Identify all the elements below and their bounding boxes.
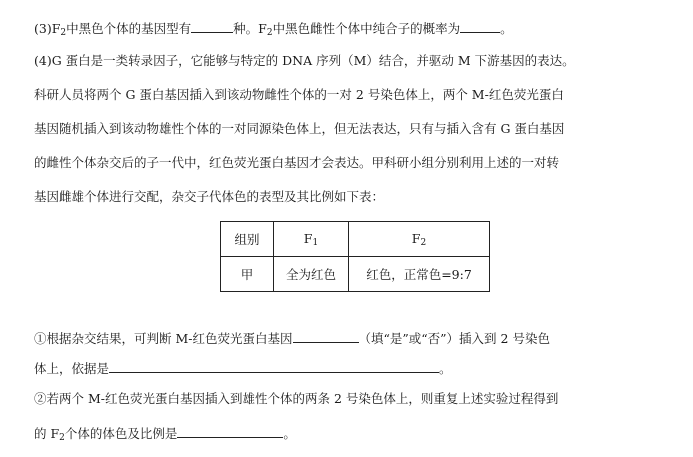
sub2-text-c: 。 [283, 426, 296, 441]
q3-subscript-a: 2 [60, 28, 67, 38]
header-f2 [349, 222, 490, 257]
q3-text-e: 。 [500, 21, 513, 36]
q3-subscript-b: 2 [266, 28, 273, 38]
q3-text-c: 种。F [233, 21, 267, 36]
sub2-text-b: 个体的体色及比例是 [64, 426, 178, 441]
q3-text-d: 中黑色雌性个体中纯合子的概率为 [272, 21, 461, 36]
sub1-text-c: 体上，依据是 [34, 361, 110, 376]
subquestion-2-line-1: ②若两个 M-红色荧光蛋白基因插入到雄性个体的两条 2 号染色体上，则重复上述实验过程得到 [34, 391, 559, 406]
question-4-line-1: (4)G 蛋白是一类转录因子，它能够与特定的 DNA 序列（M）结合，并驱动 M 下游基因的表达。 [34, 53, 575, 68]
subquestion-1-line-1 [34, 328, 550, 348]
header-f1 [274, 222, 349, 257]
result-table [220, 221, 490, 292]
sub1-answer-blank-2[interactable] [109, 358, 439, 373]
q3-answer-blank-2[interactable] [460, 18, 500, 33]
table-row [221, 257, 490, 292]
header-f2-letter: F [411, 230, 421, 246]
question-4-line-4: 的雌性个体杂交后的子一代中，红色荧光蛋白基因才会表达。甲科研小组分别利用上述的一对转 [34, 155, 560, 170]
sub2-text-a: 的 F [34, 426, 60, 441]
header-f2-subscript: 2 [420, 237, 427, 248]
question-3-line [34, 18, 513, 42]
row-f1: 全为红色 [274, 257, 349, 292]
subquestion-1-line-2 [34, 358, 452, 378]
question-4-line-5: 基因雌雄个体进行交配，杂交子代体色的表型及其比例如下表： [34, 189, 385, 204]
q3-text-b: 中黑色个体的基因型有 [66, 21, 192, 36]
q3-text-a: (3)F [34, 21, 61, 36]
sub1-answer-blank-1[interactable] [293, 328, 359, 343]
question-4-line-3: 基因随机插入到该动物雄性个体的一对同源染色体上，但无法表达，只有与插入含有 G 蛋白基因 [34, 121, 565, 136]
sub2-answer-blank[interactable] [177, 423, 283, 438]
sub2-subscript: 2 [59, 433, 65, 443]
row-f2: 红色，正常色=9:7 [349, 257, 490, 292]
sub1-text-a: ①根据杂交结果，可判断 M-红色荧光蛋白基因 [34, 331, 293, 346]
subquestion-2-line-2 [34, 423, 296, 447]
table-header-row [221, 222, 490, 257]
question-4-line-2: 科研人员将两个 G 蛋白基因插入到该动物雌性个体的一对 2 号染色体上，两个 M-红色荧光蛋白 [34, 87, 564, 102]
sub1-text-b: （填“是”或“否”）插入到 2 号染色 [358, 331, 550, 346]
row-group: 甲 [221, 257, 274, 292]
sub1-text-d: 。 [439, 361, 452, 376]
header-group: 组别 [221, 222, 274, 257]
q3-answer-blank-1[interactable] [191, 18, 233, 33]
header-f1-subscript: 1 [312, 237, 319, 248]
header-f1-letter: F [303, 230, 313, 246]
